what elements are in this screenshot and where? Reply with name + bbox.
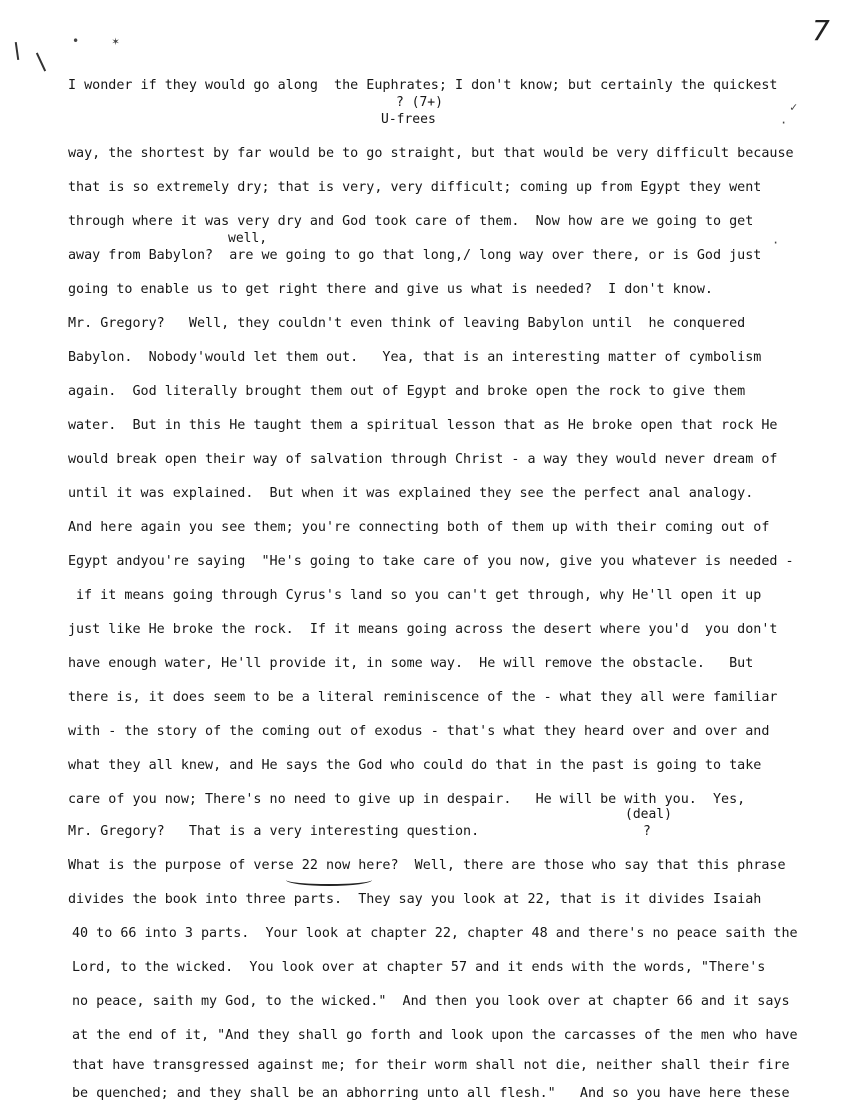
text-line: Mr. Gregory? Well, they couldn't even think of leaving Babylon until he conquered [68, 316, 746, 331]
text-line: be quenched; and they shall be an abhorring unto all flesh." And so you have here these [72, 1086, 790, 1101]
text-line: Mr. Gregory? That is a very interesting question. [68, 824, 480, 839]
text-line: Egypt andyou're saying "He's going to take care of you now, give you whatever is needed - [68, 554, 794, 569]
text-line: that is so extremely dry; that is very, very difficult; coming up from Egypt they went [68, 180, 762, 195]
margin-mark [15, 42, 19, 60]
ink-speck: • [72, 34, 80, 48]
ink-speck: ✶ [112, 34, 120, 48]
text-line: no peace, saith my God, to the wicked." And then you look over at chapter 66 and it says [72, 994, 790, 1009]
margin-note: ? (7+) [396, 95, 443, 110]
ink-speck: ✓ [790, 100, 798, 114]
text-line: Lord, to the wicked. You look over at chapter 57 and it ends with the words, "There's [72, 960, 766, 975]
text-line: going to enable us to get right there and give us what is needed? I don't know. [68, 282, 713, 297]
text-line: just like He broke the rock. If it means going across the desert where you'd you don't [68, 622, 778, 637]
text-line: way, the shortest by far would be to go straight, but that would be very difficult because [68, 146, 794, 161]
interlinear-note: ? [643, 824, 651, 839]
text-line: that have transgressed against me; for their worm shall not die, neither shall their fire [72, 1058, 790, 1073]
text-line: would break open their way of salvation through Christ - a way they would never dream of [68, 452, 778, 467]
page-number: 7 [812, 14, 830, 47]
text-line: have enough water, He'll provide it, in some way. He will remove the obstacle. But [68, 656, 754, 671]
ink-speck: · [772, 236, 780, 250]
text-line: there is, it does seem to be a literal reminiscence of the - what they all were familiar [68, 690, 778, 705]
interlinear-note: (deal) [625, 807, 672, 822]
text-line: through where it was very dry and God took care of them. Now how are we going to get [68, 214, 754, 229]
handwritten-underline [286, 874, 372, 886]
interlinear-note: well, [228, 231, 268, 246]
text-line: Babylon. Nobody'would let them out. Yea, that is an interesting matter of cymbolism [68, 350, 762, 365]
text-line: with - the story of the coming out of exodus - that's what they heard over and over and [68, 724, 770, 739]
ink-speck: · [780, 116, 788, 130]
text-line: what they all knew, and He says the God who could do that in the past is going to take [68, 758, 762, 773]
text-line: water. But in this He taught them a spiritual lesson that as He broke open that rock He [68, 418, 778, 433]
text-line: away from Babylon? are we going to go that long,/ long way over there, or is God just [68, 248, 762, 263]
text-line: What is the purpose of verse 22 now here? Well, there are those who say that this phrase [68, 858, 786, 873]
text-line: until it was explained. But when it was explained they see the perfect anal analogy. [68, 486, 754, 501]
text-line: care of you now; There's no need to give up in despair. He will be with you. Yes, [68, 792, 746, 807]
margin-mark [36, 53, 46, 72]
text-line: I wonder if they would go along the Euphrates; I don't know; but certainly the quickest [68, 78, 778, 93]
text-line: at the end of it, "And they shall go forth and look upon the carcasses of the men who have [72, 1028, 798, 1043]
text-line: again. God literally brought them out of Egypt and broke open the rock to give them [68, 384, 746, 399]
margin-note: U-frees [381, 112, 436, 127]
text-line: 40 to 66 into 3 parts. Your look at chapter 22, chapter 48 and there's no peace saith the [72, 926, 798, 941]
text-line: divides the book into three parts. They say you look at 22, that is it divides Isaiah [68, 892, 762, 907]
text-line: And here again you see them; you're connecting both of them up with their coming out of [68, 520, 770, 535]
text-line: if it means going through Cyrus's land so you can't get through, why He'll open it up [76, 588, 762, 603]
